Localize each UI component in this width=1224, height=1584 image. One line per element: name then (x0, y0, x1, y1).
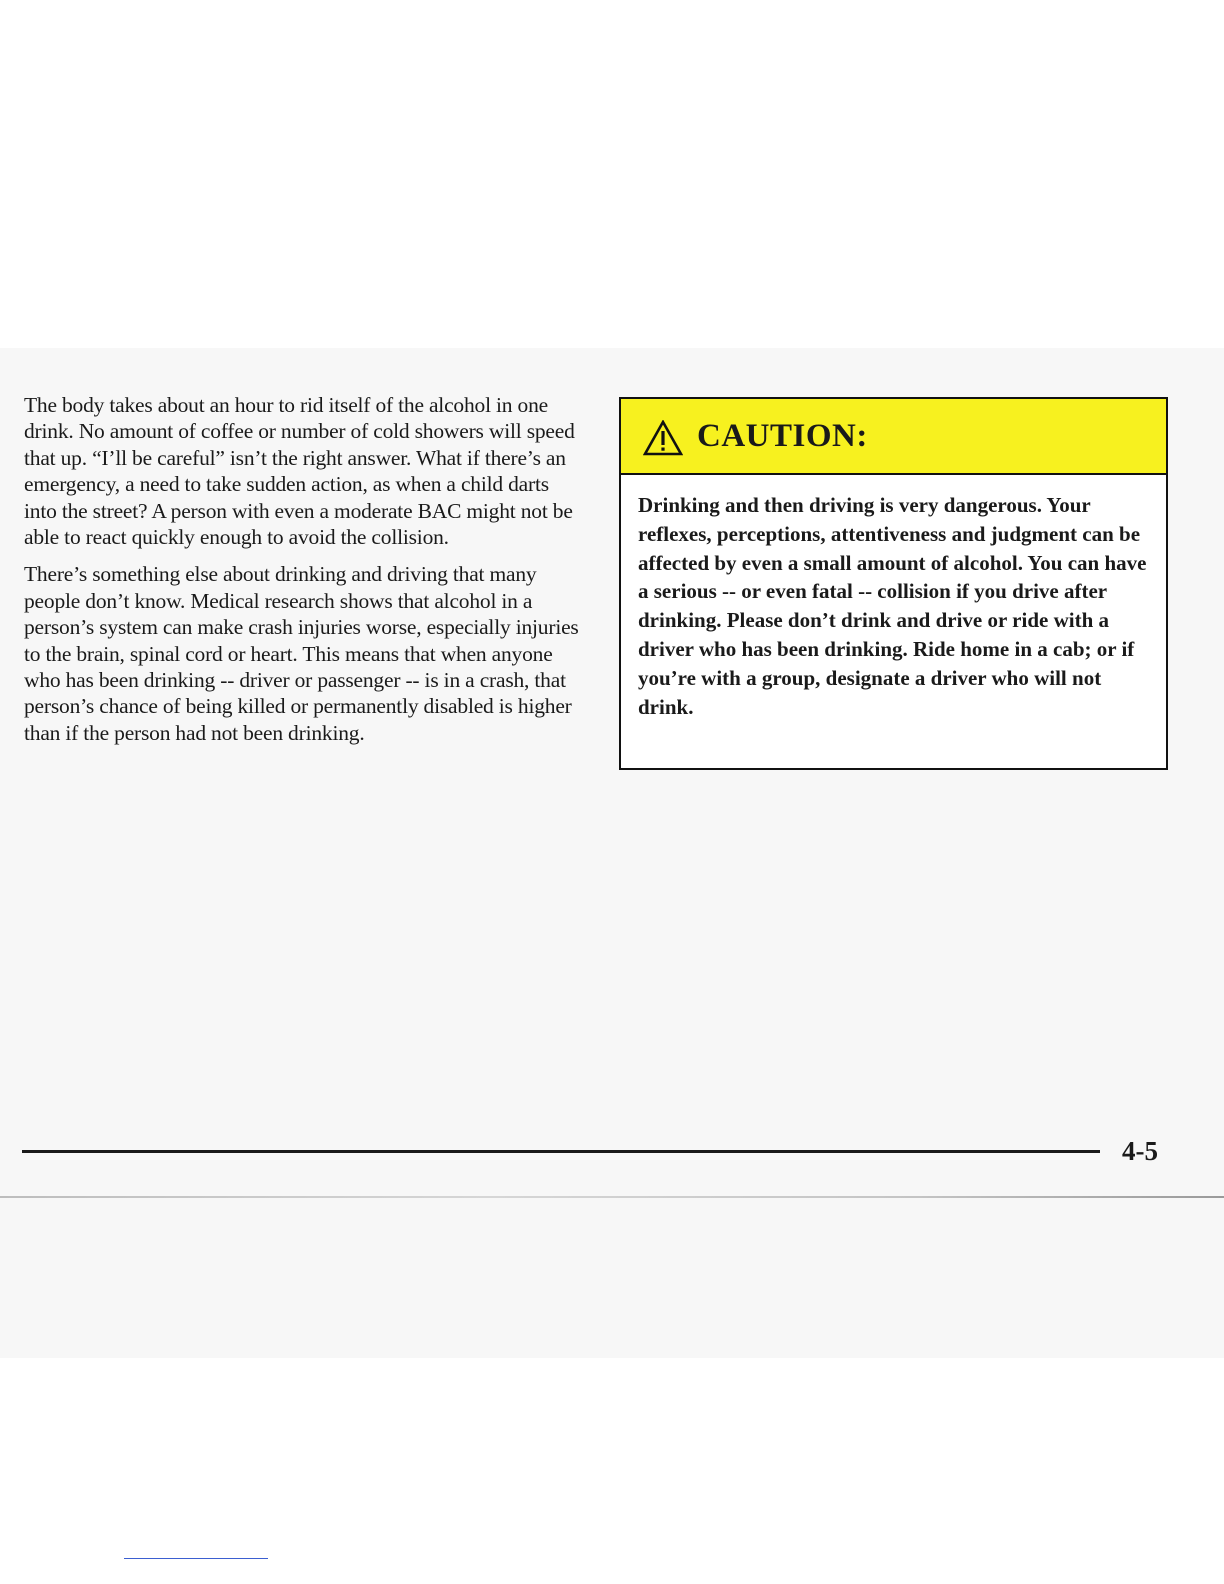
bottom-stub-line (124, 1558, 268, 1559)
footer-rule (22, 1150, 1100, 1153)
body-paragraph-1: The body takes about an hour to rid itself of the alcohol in one drink. No amount of coffee or number of cold showers will speed that up. “I’ll be careful” isn’t the right answer. What if there’s an emergency, a need to take sudden action, as when a child darts into the street? A person with even a moderate BAC might not be able to react quickly enough to avoid the collision. (24, 393, 575, 550)
page-number: 4-5 (1122, 1136, 1158, 1166)
body-paragraph-2: There’s something else about drinking and driving that many people don’t know. Medical research shows that alcohol in a person’s system can make crash injuries worse, especially injuries to the brain, spinal cord or heart. This means that when anyone who has been drinking -- driver or passenger -- is in a crash, that person’s chance of being killed or permanently disabled is higher than if the person had not been drinking. (24, 562, 579, 745)
caution-title: CAUTION: (697, 417, 868, 454)
warning-triangle-icon (643, 420, 683, 456)
caution-text: Drinking and then driving is very dangerous. Your reflexes, perceptions, attentiveness and judgment can be affected by even a small amount of alcohol. You can have a serious -- or even fatal -- collision if you drive after drinking. Please don’t drink and drive or ride with a driver who has been drinking. Ride home in a cab; or if you’re with a group, designate a driver who will not drink. (638, 493, 1147, 719)
body-text-column (24, 392, 580, 757)
caution-header (621, 399, 1166, 475)
page-edge-divider (0, 1196, 1224, 1198)
caution-box (619, 397, 1168, 770)
